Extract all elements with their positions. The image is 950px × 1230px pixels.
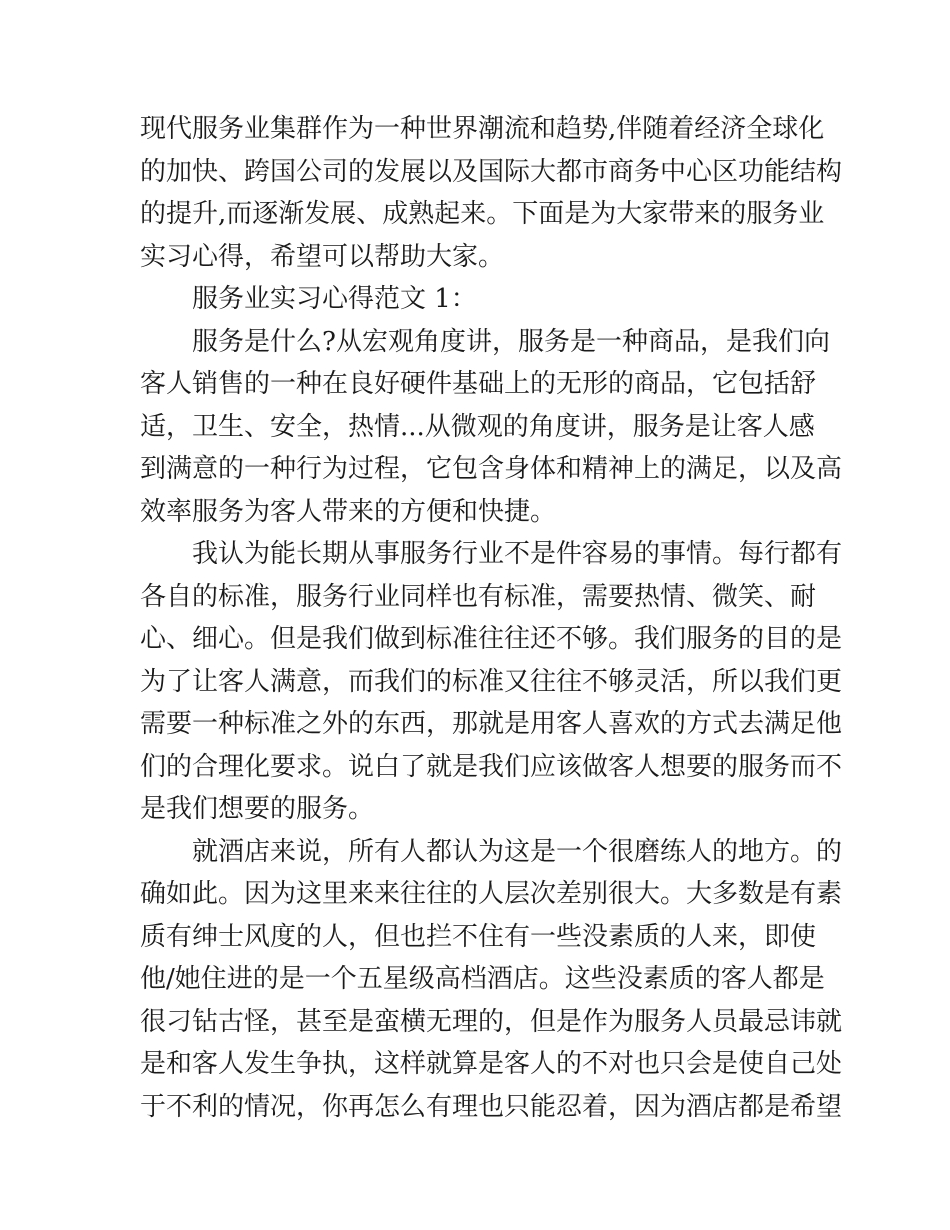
text-line: 客人销售的一种在良好硬件基础上的无形的商品，它包括舒: [140, 369, 817, 399]
text-line: 们的合理化要求。说白了就是我们应该做客人想要的服务而不: [140, 751, 843, 782]
text-line: 适，卫生、安全，热情...从微观的角度讲，服务是让客人感: [140, 411, 815, 442]
text-line: 服务业实习心得范文 1：: [192, 284, 477, 314]
text-line: 于不利的情况，你再怎么有理也只能忍着，因为酒店都是希望: [140, 1091, 843, 1122]
text-line: 的提升,而逐渐发展、成熟起来。下面是为大家带来的服务业: [140, 199, 825, 229]
text-line: 是我们想要的服务。: [140, 794, 375, 824]
text-line: 的加快、跨国公司的发展以及国际大都市商务中心区功能结构: [140, 156, 843, 187]
text-line: 很刁钻古怪，甚至是蛮横无理的，但是作为服务人员最忌讳就: [140, 1006, 843, 1037]
text-line: 效率服务为客人带来的方便和快捷。: [140, 496, 557, 527]
text-line: 现代服务业集群作为一种世界潮流和趋势,伴随着经济全球化: [140, 114, 825, 144]
body-text: [140, 108, 843, 1128]
text-line: 实习心得，希望可以帮助大家。: [140, 241, 505, 272]
text-line: 心、细心。但是我们做到标准往往还不够。我们服务的目的是: [140, 624, 843, 654]
text-line: 为了让客人满意，而我们的标准又往往不够灵活，所以我们更: [140, 666, 843, 697]
text-line: 就酒店来说，所有人都认为这是一个很磨练人的地方。的: [192, 836, 843, 867]
text-line: 各自的标准，服务行业同样也有标准，需要热情、微笑、耐: [140, 581, 817, 612]
text-line: 服务是什么?从宏观角度讲，服务是一种商品，是我们向: [192, 326, 830, 357]
text-line: 确如此。因为这里来来往往的人层次差别很大。大多数是有素: [140, 879, 843, 909]
text-line: 是和客人发生争执，这样就算是客人的不对也只会是使自己处: [140, 1049, 843, 1079]
text-line: 他/她住进的是一个五星级高档酒店。这些没素质的客人都是: [140, 964, 825, 994]
text-line: 质有绅士风度的人，但也拦不住有一些没素质的人来，即使: [140, 921, 817, 952]
text-line: 我认为能长期从事服务行业不是件容易的事情。每行都有: [192, 539, 843, 569]
text-line: 需要一种标准之外的东西，那就是用客人喜欢的方式去满足他: [140, 709, 843, 739]
text-line: 到满意的一种行为过程，它包含身体和精神上的满足，以及高: [140, 454, 843, 484]
